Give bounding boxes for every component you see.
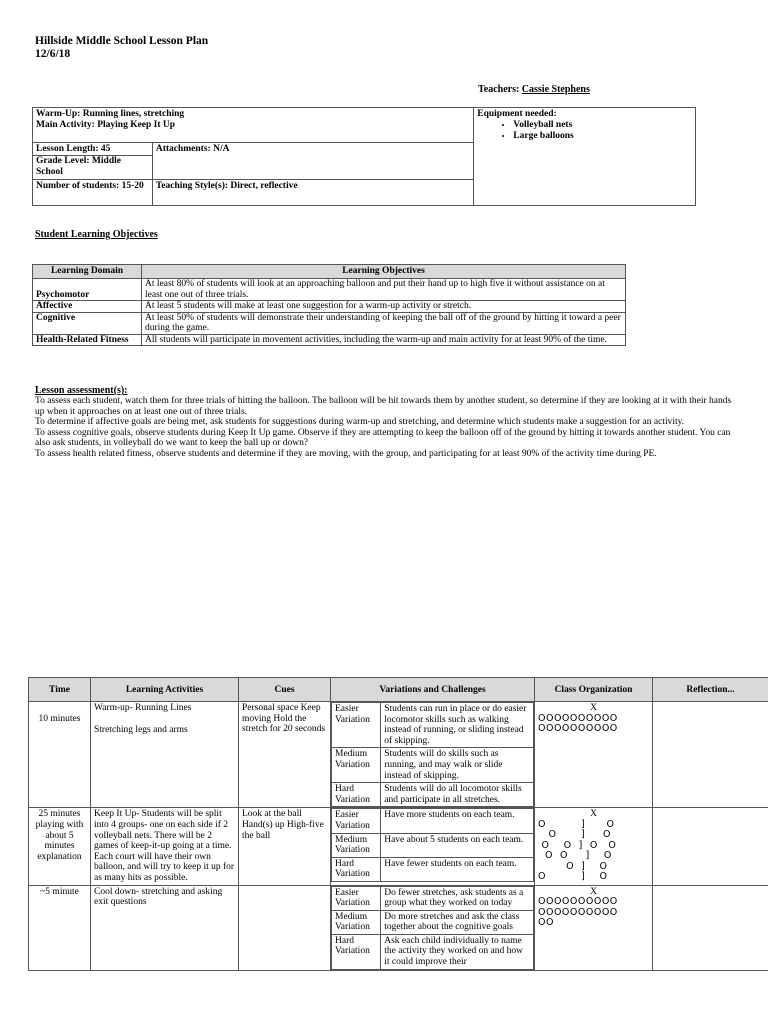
court-formation: O ] O: [538, 829, 611, 841]
activity-text: Stretching legs and arms: [94, 724, 188, 735]
time-cell: 10 minutes: [29, 702, 91, 808]
teachers-line: [478, 84, 590, 95]
table-row: [33, 301, 626, 313]
grade-level: Grade Level: Middle School: [33, 155, 152, 178]
class-organization-cell: [535, 885, 653, 970]
equipment-list: [477, 120, 692, 142]
lesson-info-table: [32, 107, 696, 206]
teacher-marker: X: [590, 703, 597, 713]
col-time: Time: [29, 678, 91, 702]
variation-label: Medium Variation: [332, 748, 381, 783]
equipment-item: • Large balloons: [513, 131, 692, 142]
teacher-marker: X: [590, 809, 597, 820]
table-row: [33, 312, 626, 334]
col-variations: Variations and Challenges: [331, 678, 535, 702]
domain-cell: Affective: [33, 301, 142, 313]
cues-cell: [239, 885, 331, 970]
teaching-style: Teaching Style(s): Direct, reflective: [152, 180, 473, 206]
student-formation: OOOOOOOOOO: [538, 723, 618, 735]
objective-cell: At least 80% of students will look at an approaching balloon and put their hand up to high five it without assistance on at least one out of three trials.: [142, 279, 626, 301]
assessment-paragraph: To determine if affective goals are being met, ask students for suggestions during warm-up and stretching, and determine which students make a suggestion for an activity.: [35, 417, 685, 428]
equipment-cell: [474, 108, 696, 206]
variation-text: Students can run in place or do easier locomotor skills such as walking instead of running, or sliding instead of skipping.: [381, 703, 534, 748]
time-cell: ~5 minute: [29, 885, 91, 970]
variation-label: Hard Variation: [332, 783, 381, 807]
variation-text: Ask each child individually to name the activity they worked on and how it could improve their: [381, 934, 534, 969]
activity-cell: Keep It Up- Students will be split into 4 groups- one on each side if 2 volleyball nets. There will be 2 games of keep-it-up going at a time. Each court will have their own balloon, and will try to keep it up for as many hits as possible.: [91, 808, 239, 885]
variation-text: Have fewer students on each team.: [381, 857, 534, 881]
assessment-text: [35, 396, 735, 460]
variations-cell: [331, 885, 535, 970]
variation-text: Students will do all locomotor skills and participate in all stretches.: [381, 783, 534, 807]
table-row: [33, 334, 626, 346]
table-row: [33, 279, 626, 301]
court-formation: O ] O: [538, 818, 615, 830]
student-formation: OO: [538, 917, 554, 929]
variation-text: Have more students on each team.: [381, 809, 534, 833]
student-formation: OOOOOOOOOO: [538, 906, 618, 918]
teacher-marker: X: [590, 886, 597, 897]
school-title: Hillside Middle School Lesson Plan: [35, 35, 209, 47]
col-learning-domain: Learning Domain: [33, 265, 142, 279]
variation-label: Easier Variation: [332, 809, 381, 833]
activity-cell: [91, 702, 239, 808]
assessment-heading: Lesson assessment(s):: [35, 385, 128, 396]
col-reflection: Reflection...: [653, 678, 768, 702]
objectives-table: [32, 264, 626, 346]
lesson-length: Lesson Length: 45: [36, 144, 111, 154]
variation-label: Medium Variation: [332, 910, 381, 934]
teachers-label: Teachers:: [478, 84, 520, 95]
time-cell: 25 minutes playing with about 5 minutes explanation: [29, 808, 91, 885]
domain-cell: Cognitive: [33, 312, 142, 334]
teachers-name: Cassie Stephens: [521, 84, 590, 95]
cues-cell: Look at the ball Hand(s) up High-five the ball: [239, 808, 331, 885]
variations-cell: [331, 702, 535, 808]
assessment-paragraph: To assess cognitive goals, observe students during Keep It Up game. Observe if they are attempting to keep the balloon off of the ground by hitting it towards another student. You can also ask students, in volleyball do we want to keep the ball up or down?: [35, 427, 731, 449]
class-organization-cell: [535, 808, 653, 885]
table-row: [29, 808, 768, 885]
variation-label: Hard Variation: [332, 934, 381, 969]
table-row: [29, 885, 768, 970]
num-students: Number of students: 15-20: [33, 180, 153, 206]
objective-cell: At least 50% of students will demonstrate their understanding of keeping the ball off of the ground by hitting it toward a peer during the game.: [142, 312, 626, 334]
lesson-date: 12/6/18: [35, 48, 71, 60]
col-cues: Cues: [239, 678, 331, 702]
court-formation: O ] O: [538, 860, 608, 872]
main-activity-label: Main Activity: Playing Keep It Up: [36, 120, 176, 130]
cues-cell: Personal space Keep moving Hold the stretch for 20 seconds: [239, 702, 331, 808]
objective-cell: At least 5 students will make at least one suggestion for a warm-up activity or stretch.: [142, 301, 626, 313]
student-formation: OOOOOOOOOO: [538, 712, 618, 724]
variation-text: Do more stretches and ask the class together about the cognitive goals: [381, 910, 534, 934]
attachments: Attachments: N/A: [152, 143, 473, 180]
variation-label: Medium Variation: [332, 833, 381, 857]
activity-table: [28, 677, 768, 971]
court-formation: O O ] O: [538, 850, 612, 862]
reflection-cell: [653, 885, 768, 970]
objective-cell: All students will participate in movement activities, including the warm-up and main activity for at least 90% of the time.: [142, 334, 626, 346]
variation-text: Students will do skills such as running, and may walk or slide instead of skipping.: [381, 748, 534, 783]
table-row: [29, 702, 768, 808]
variation-text: Do fewer stretches, ask students as a group what they worked on today: [381, 886, 534, 910]
variation-label: Hard Variation: [332, 857, 381, 881]
assessment-paragraph: To assess each student, watch them for three trials of hitting the balloon. The balloon will be hit towards them by another student, so determine if they are looking at it with their hands up when it approaches on at least one out of three trials.: [35, 396, 732, 417]
equipment-label: Equipment needed:: [477, 109, 557, 119]
activity-cell: Cool down- stretching and asking exit questions: [91, 885, 239, 970]
variation-text: Have about 5 students on each team.: [381, 833, 534, 857]
variations-cell: [331, 808, 535, 885]
class-organization-cell: [535, 702, 653, 808]
objectives-heading: Student Learning Objectives: [35, 229, 158, 240]
activities-summary-cell: [33, 108, 474, 143]
col-class-organization: Class Organization: [535, 678, 653, 702]
domain-cell: Health-Related Fitness: [33, 334, 142, 346]
assessment-paragraph: To assess health related fitness, observe students and determine if they are moving, with the group, and participating for at least 90% of the activity time during PE.: [35, 448, 657, 459]
court-formation: O O ] O O: [538, 839, 617, 851]
domain-cell: Psychomotor: [33, 279, 142, 301]
reflection-cell: [653, 702, 768, 808]
variation-label: Easier Variation: [332, 703, 381, 748]
col-learning-activities: Learning Activities: [91, 678, 239, 702]
length-grade-cell: [33, 143, 153, 180]
reflection-cell: [653, 808, 768, 885]
col-learning-objectives: Learning Objectives: [142, 265, 626, 279]
equipment-item: • Volleyball nets: [513, 120, 692, 131]
warm-up-label: Warm-Up: Running lines, stretching: [36, 109, 185, 119]
variation-label: Easier Variation: [332, 886, 381, 910]
student-formation: OOOOOOOOOO: [538, 896, 618, 908]
court-formation: O ] O: [538, 871, 608, 883]
activity-text: Warm-up- Running Lines: [94, 703, 192, 713]
